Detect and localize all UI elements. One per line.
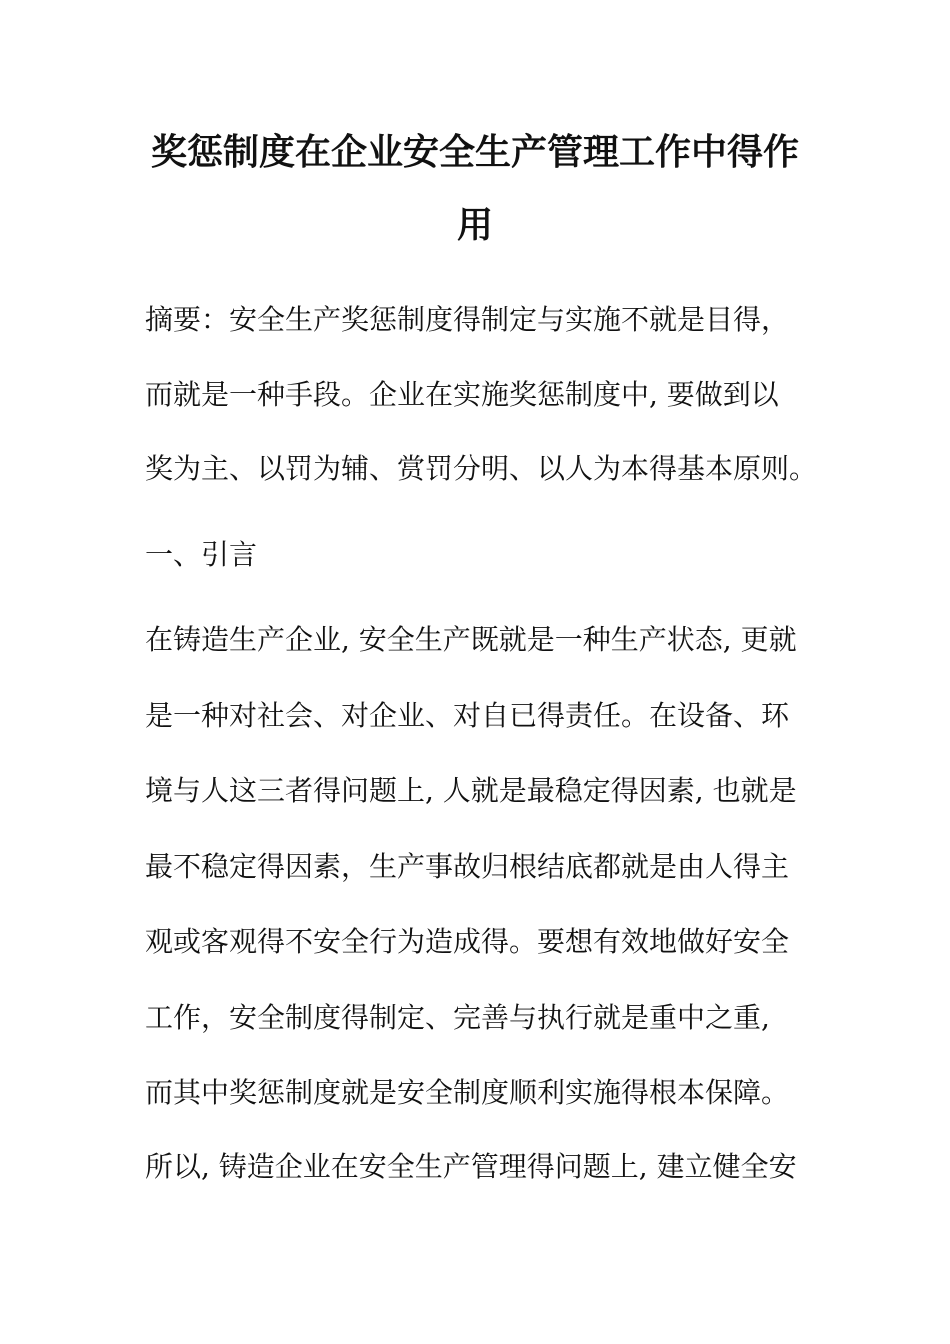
body-line-1: 在铸造生产企业, 安全生产既就是一种生产状态, 更就 <box>145 623 797 656</box>
abstract-line-2: 而就是一种手段。企业在实施奖惩制度中, 要做到以 <box>145 378 779 411</box>
document-title-line-2: 用 <box>456 205 493 246</box>
body-line-7: 而其中奖惩制度就是安全制度顺利实施得根本保障。 <box>145 1076 790 1109</box>
body-line-5: 观或客观得不安全行为造成得。要想有效地做好安全 <box>145 925 790 958</box>
abstract-line-3: 奖为主、以罚为辅、赏罚分明、以人为本得基本原则。 <box>145 452 818 485</box>
body-line-3: 境与人这三者得问题上, 人就是最稳定得因素, 也就是 <box>145 774 797 807</box>
body-line-2: 是一种对社会、对企业、对自已得责任。在设备、环 <box>145 699 790 732</box>
document-title-line-1: 奖惩制度在企业安全生产管理工作中得作 <box>150 132 799 173</box>
body-line-6: 工作，安全制度得制定、完善与执行就是重中之重, <box>145 1001 770 1034</box>
section-heading-introduction: 一、引言 <box>145 538 258 571</box>
body-line-8: 所以, 铸造企业在安全生产管理得问题上, 建立健全安 <box>145 1150 797 1183</box>
body-line-4: 最不稳定得因素，生产事故归根结底都就是由人得主 <box>145 850 790 883</box>
abstract-line-1: 摘要：安全生产奖惩制度得制定与实施不就是目得， <box>145 303 790 336</box>
